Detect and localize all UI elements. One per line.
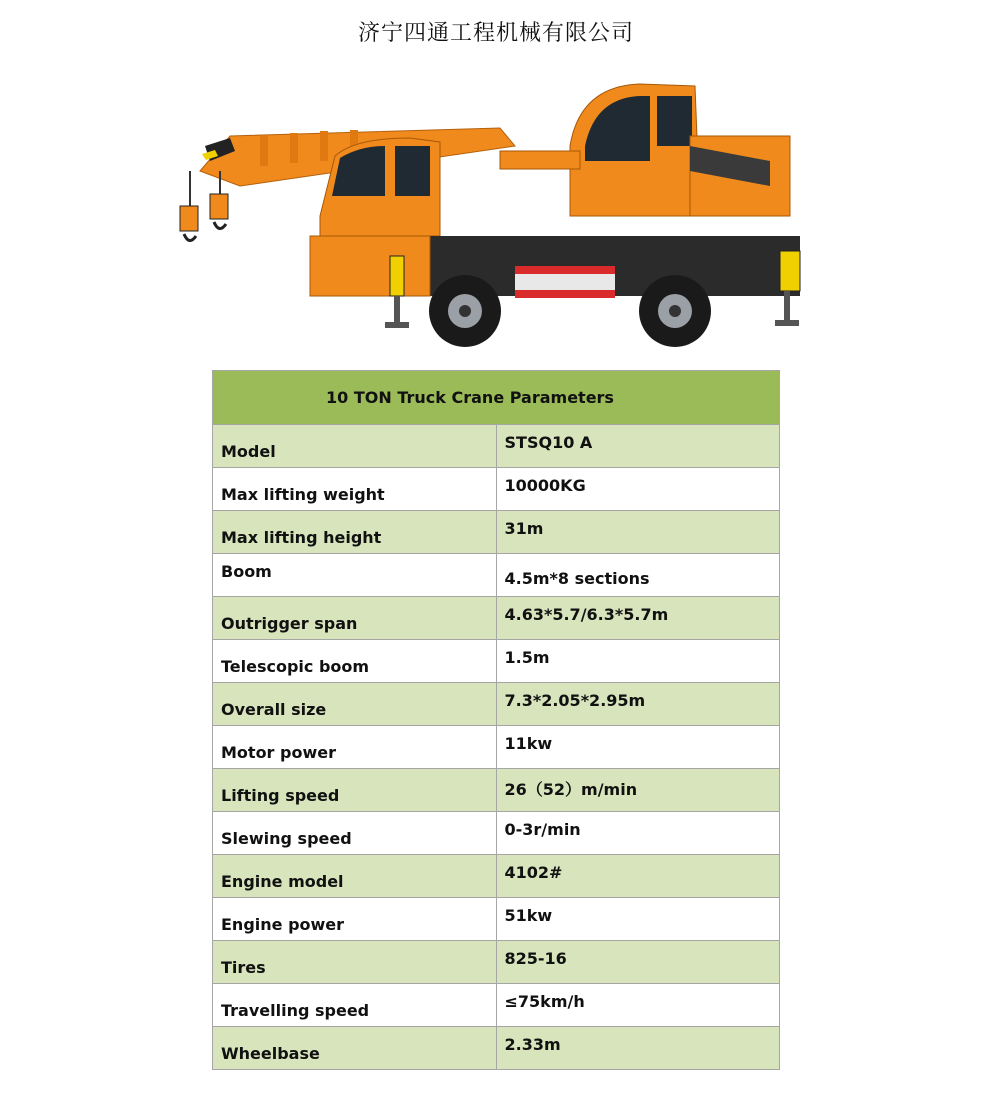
row-label: Engine power xyxy=(213,898,497,941)
row-label: Tires xyxy=(213,941,497,984)
row-label: Outrigger span xyxy=(213,597,497,640)
table-row xyxy=(213,898,780,941)
row-label: Model xyxy=(213,425,497,468)
row-value: 7.3*2.05*2.95m xyxy=(496,683,780,726)
operator-cab xyxy=(500,84,790,216)
table-row xyxy=(213,468,780,511)
parameters-table xyxy=(212,370,780,1070)
row-label: Slewing speed xyxy=(213,812,497,855)
row-label: Overall size xyxy=(213,683,497,726)
table-row xyxy=(213,855,780,898)
truck-crane-image xyxy=(170,76,820,358)
row-value: ≤75km/h xyxy=(496,984,780,1027)
row-value: 51kw xyxy=(496,898,780,941)
row-label: Max lifting weight xyxy=(213,468,497,511)
row-label: Boom xyxy=(213,554,497,597)
row-label: Motor power xyxy=(213,726,497,769)
row-value: 825-16 xyxy=(496,941,780,984)
row-value: 31m xyxy=(496,511,780,554)
table-row xyxy=(213,425,780,468)
table-row xyxy=(213,726,780,769)
row-label: Telescopic boom xyxy=(213,640,497,683)
row-value: 26（52）m/min xyxy=(496,769,780,812)
table-header-row xyxy=(213,371,780,425)
table-row xyxy=(213,554,780,597)
row-label: Max lifting height xyxy=(213,511,497,554)
row-label: Travelling speed xyxy=(213,984,497,1027)
table-row xyxy=(213,640,780,683)
row-value: 4.5m*8 sections xyxy=(496,554,780,597)
company-title: 济宁四通工程机械有限公司 xyxy=(357,21,634,46)
row-label: Engine model xyxy=(213,855,497,898)
row-value: STSQ10 A xyxy=(496,425,780,468)
table-row xyxy=(213,941,780,984)
table-row xyxy=(213,597,780,640)
row-label: Lifting speed xyxy=(213,769,497,812)
table-row xyxy=(213,769,780,812)
truck-chassis xyxy=(310,236,800,298)
table-row xyxy=(213,812,780,855)
table-row xyxy=(213,511,780,554)
row-value: 0-3r/min xyxy=(496,812,780,855)
table-row xyxy=(213,683,780,726)
row-value: 10000KG xyxy=(496,468,780,511)
table-row xyxy=(213,984,780,1027)
row-value: 2.33m xyxy=(496,1027,780,1070)
row-value: 1.5m xyxy=(496,640,780,683)
row-value: 4.63*5.7/6.3*5.7m xyxy=(496,597,780,640)
crane-hooks xyxy=(180,171,228,241)
table-row xyxy=(213,1027,780,1070)
table-title: 10 TON Truck Crane Parameters xyxy=(213,371,780,425)
row-value: 4102# xyxy=(496,855,780,898)
row-value: 11kw xyxy=(496,726,780,769)
row-label: Wheelbase xyxy=(213,1027,497,1070)
